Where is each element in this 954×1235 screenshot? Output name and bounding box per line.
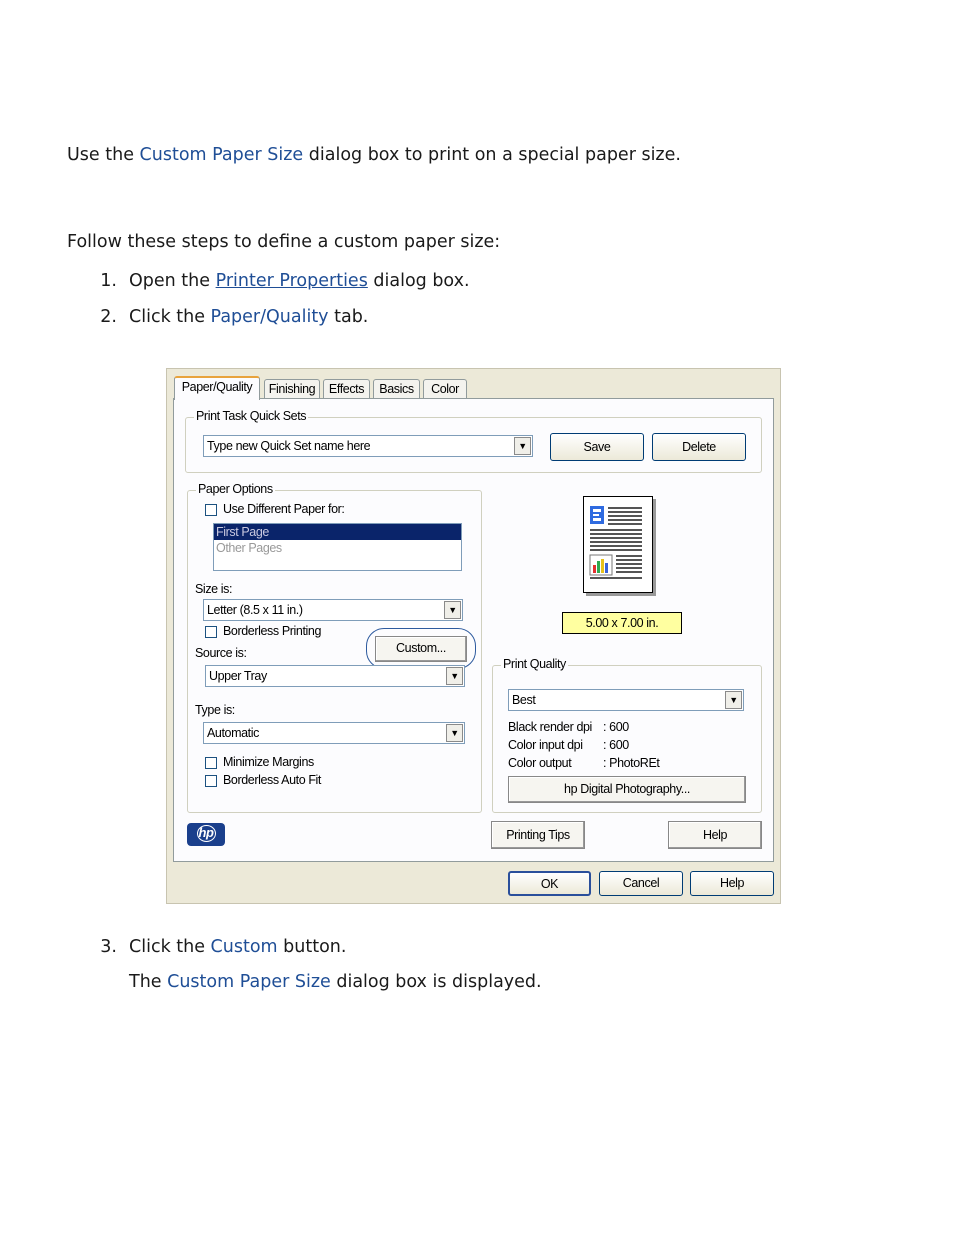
black-dpi-label: Black render dpi [508, 720, 592, 734]
color-output-value: : PhotoREt [603, 756, 660, 770]
tab-basics[interactable]: Basics [373, 379, 420, 399]
use-different-paper-label: Use Different Paper for: [223, 502, 345, 516]
delete-button[interactable]: Delete [652, 433, 746, 461]
tab-paper-quality[interactable]: Paper/Quality [174, 376, 260, 400]
custom-paper-size-result-term: Custom Paper Size [167, 972, 331, 992]
digital-photography-button[interactable]: hp Digital Photography... [508, 776, 746, 803]
chevron-down-icon: ▼ [446, 667, 463, 685]
source-label: Source is: [195, 646, 247, 660]
borderless-printing-checkbox[interactable] [205, 626, 217, 638]
tab-finishing[interactable]: Finishing [264, 379, 320, 399]
borderless-printing-label: Borderless Printing [223, 624, 322, 638]
tab-panel [173, 398, 774, 862]
custom-button[interactable]: Custom... [375, 636, 467, 662]
chevron-down-icon: ▼ [446, 724, 463, 742]
color-input-value: : 600 [603, 738, 629, 752]
printer-properties-link[interactable]: Printer Properties [215, 271, 368, 291]
paper-options-title: Paper Options [198, 482, 273, 496]
borderless-auto-fit-label: Borderless Auto Fit [223, 773, 322, 787]
cancel-button[interactable]: Cancel [599, 871, 683, 896]
result-text: The Custom Paper Size dialog box is displayed. [129, 972, 542, 992]
color-output-label: Color output [508, 756, 572, 770]
quick-set-select[interactable]: Type new Quick Set name here ▼ [203, 435, 533, 457]
ok-button[interactable]: OK [508, 871, 591, 896]
custom-term: Custom [210, 937, 278, 957]
paper-quality-term: Paper/Quality [210, 307, 329, 327]
type-select[interactable]: Automatic ▼ [203, 722, 465, 744]
printer-properties-dialog [166, 368, 781, 904]
help-button[interactable]: Help [690, 871, 774, 896]
custom-paper-size-term: Custom Paper Size [139, 145, 304, 165]
size-select[interactable]: Letter (8.5 x 11 in.) ▼ [203, 599, 463, 621]
list-item-first-page[interactable]: First Page [214, 524, 461, 540]
size-label: Size is: [195, 582, 233, 596]
list-item-other-pages[interactable]: Other Pages [216, 541, 282, 555]
intro-text: Use the Custom Paper Size dialog box to print on a special paper size. [67, 145, 681, 165]
source-select[interactable]: Upper Tray ▼ [205, 665, 465, 687]
tab-effects[interactable]: Effects [323, 379, 370, 399]
pages-listbox[interactable] [213, 523, 462, 571]
save-button[interactable]: Save [550, 433, 644, 461]
black-dpi-value: : 600 [603, 720, 629, 734]
minimize-margins-checkbox[interactable] [205, 757, 217, 769]
chevron-down-icon: ▼ [725, 691, 742, 709]
printing-tips-button[interactable]: Printing Tips [491, 821, 585, 849]
minimize-margins-label: Minimize Margins [223, 755, 314, 769]
page-preview-icon [584, 497, 652, 592]
tab-color[interactable]: Color [423, 379, 467, 399]
borderless-auto-fit-checkbox[interactable] [205, 775, 217, 787]
steps-intro: Follow these steps to define a custom paper size: [67, 232, 501, 252]
preview-size-label: 5.00 x 7.00 in. [562, 612, 682, 634]
color-input-label: Color input dpi [508, 738, 583, 752]
paper-preview [583, 496, 653, 593]
print-quality-title: Print Quality [503, 657, 566, 671]
type-label: Type is: [195, 703, 235, 717]
help-inner-button[interactable]: Help [668, 821, 762, 849]
hp-logo: hp [187, 823, 225, 846]
chevron-down-icon: ▼ [514, 437, 531, 455]
quick-sets-title: Print Task Quick Sets [196, 409, 307, 423]
chevron-down-icon: ▼ [444, 601, 461, 619]
use-different-paper-checkbox[interactable] [205, 504, 217, 516]
print-quality-select[interactable]: Best ▼ [508, 689, 744, 711]
